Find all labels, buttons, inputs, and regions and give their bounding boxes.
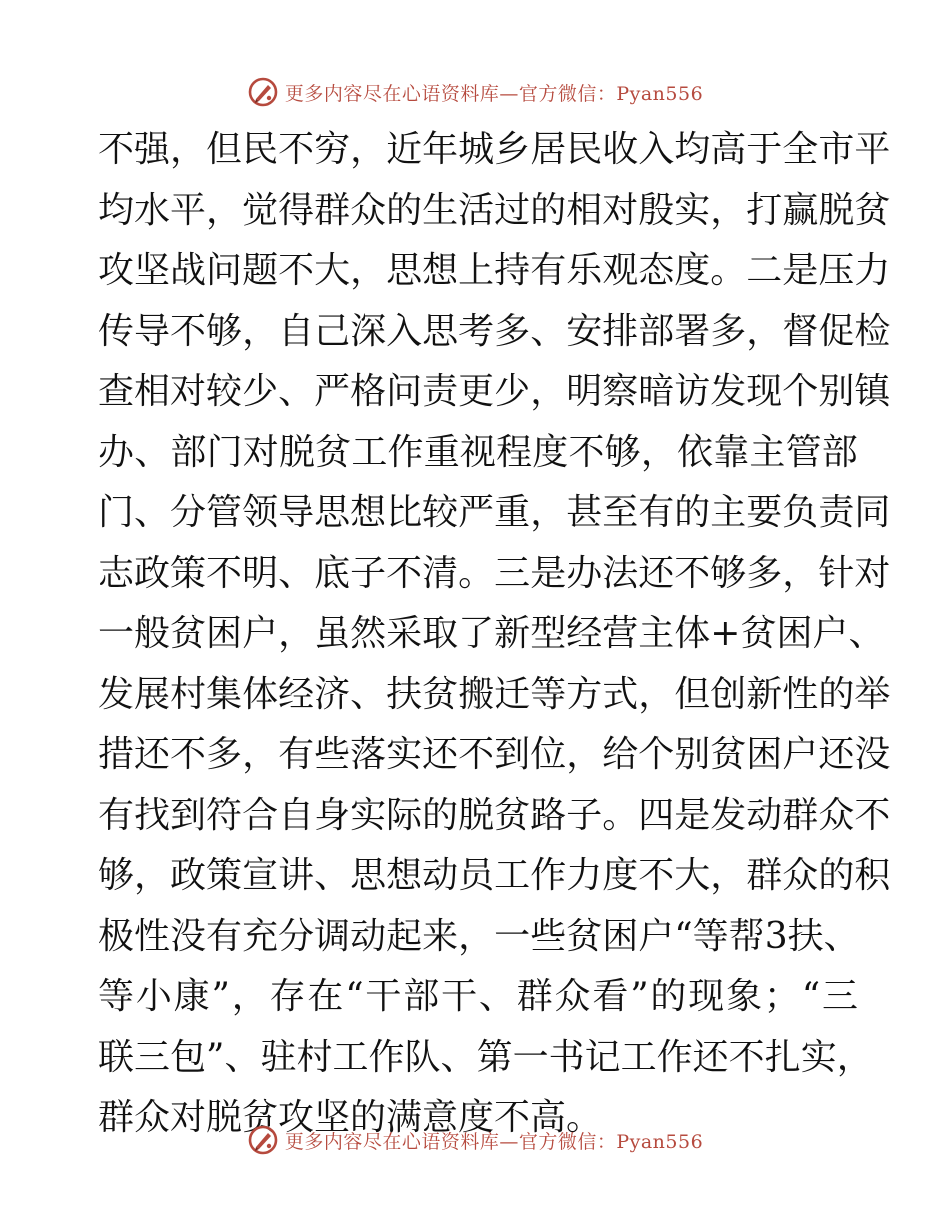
footer-banner-text: 更多内容尽在心语资料库—官方微信：Pyan556 bbox=[284, 1130, 704, 1153]
text-line: 办 、 部 门 对 脱 贫 工 作 重 视 程 度 不 够 ， 依 靠 主 管 部 bbox=[98, 431, 858, 473]
footer-banner bbox=[0, 1120, 950, 1160]
text-line: 传 导 不 够 ， 自 己 深 入 思 考 多 、 安 排 部 署 多 ， 督 促 检 bbox=[98, 310, 891, 352]
header-banner bbox=[0, 72, 950, 112]
pen-circle-logo-icon bbox=[247, 76, 279, 108]
text-line: 查 相 对 较 少 、 严 格 问 责 更 少 ， 明 察 暗 访 发 现 个 别 镇 bbox=[98, 371, 891, 412]
text-line: 等 小 康 ” ， 存 在 “ 干 部 干 、 群 众 看 ” 的 现 象 ； “ 三 bbox=[98, 976, 858, 1017]
text-line: 志 政 策 不 明 、 底 子 不 清 。 三 是 办 法 还 不 够 多 ， 针 对 bbox=[98, 552, 891, 594]
text-line: 有 找 到 符 合 自 身 实 际 的 脱 贫 路 子 。 四 是 发 动 群 众 不 bbox=[98, 794, 891, 836]
text-line: 群众对脱贫攻坚的满意度不高。 bbox=[98, 1097, 603, 1138]
text-line: 一 般 贫 困 户 ， 虽 然 采 取 了 新 型 经 营 主 体 + 贫 困 户 、 bbox=[98, 613, 885, 654]
text-line: 门 、 分 管 领 导 思 想 比 较 严 重 ， 甚 至 有 的 主 要 负 责 同 bbox=[98, 492, 891, 533]
text-line: 措 还 不 多 ， 有 些 落 实 还 不 到 位 ， 给 个 别 贫 困 户 还 没 bbox=[98, 734, 891, 775]
text-line: 攻 坚 战 问 题 不 大 ， 思 想 上 持 有 乐 观 态 度 。 二 是 压 力 bbox=[98, 250, 891, 291]
text-line: 发 展 村 集 体 经 济 、 扶 贫 搬 迁 等 方 式 ， 但 创 新 性 的 举 bbox=[98, 673, 891, 715]
text-line: 极 性 没 有 充 分 调 动 起 来 ， 一 些 贫 困 户 “ 等 帮 3 扶 、 bbox=[98, 915, 860, 957]
text-line: 够 ， 政 策 宣 讲 、 思 想 动 员 工 作 力 度 不 大 ， 群 众 的 积 bbox=[98, 855, 891, 896]
text-line: 联 三 包 ” 、 驻 村 工 作 队 、 第 一 书 记 工 作 还 不 扎 实 ， bbox=[98, 1036, 873, 1078]
pen-circle-logo-icon bbox=[247, 1124, 279, 1156]
text-line: 不 强 ， 但 民 不 穷 ， 近 年 城 乡 居 民 收 入 均 高 于 全 市 平 bbox=[98, 129, 891, 170]
body-paragraph bbox=[98, 120, 891, 1149]
text-line: 均 水 平 ， 觉 得 群 众 的 生 活 过 的 相 对 殷 实 ， 打 赢 脱 贫 bbox=[98, 189, 891, 231]
header-banner-text: 更多内容尽在心语资料库—官方微信：Pyan556 bbox=[284, 82, 704, 105]
